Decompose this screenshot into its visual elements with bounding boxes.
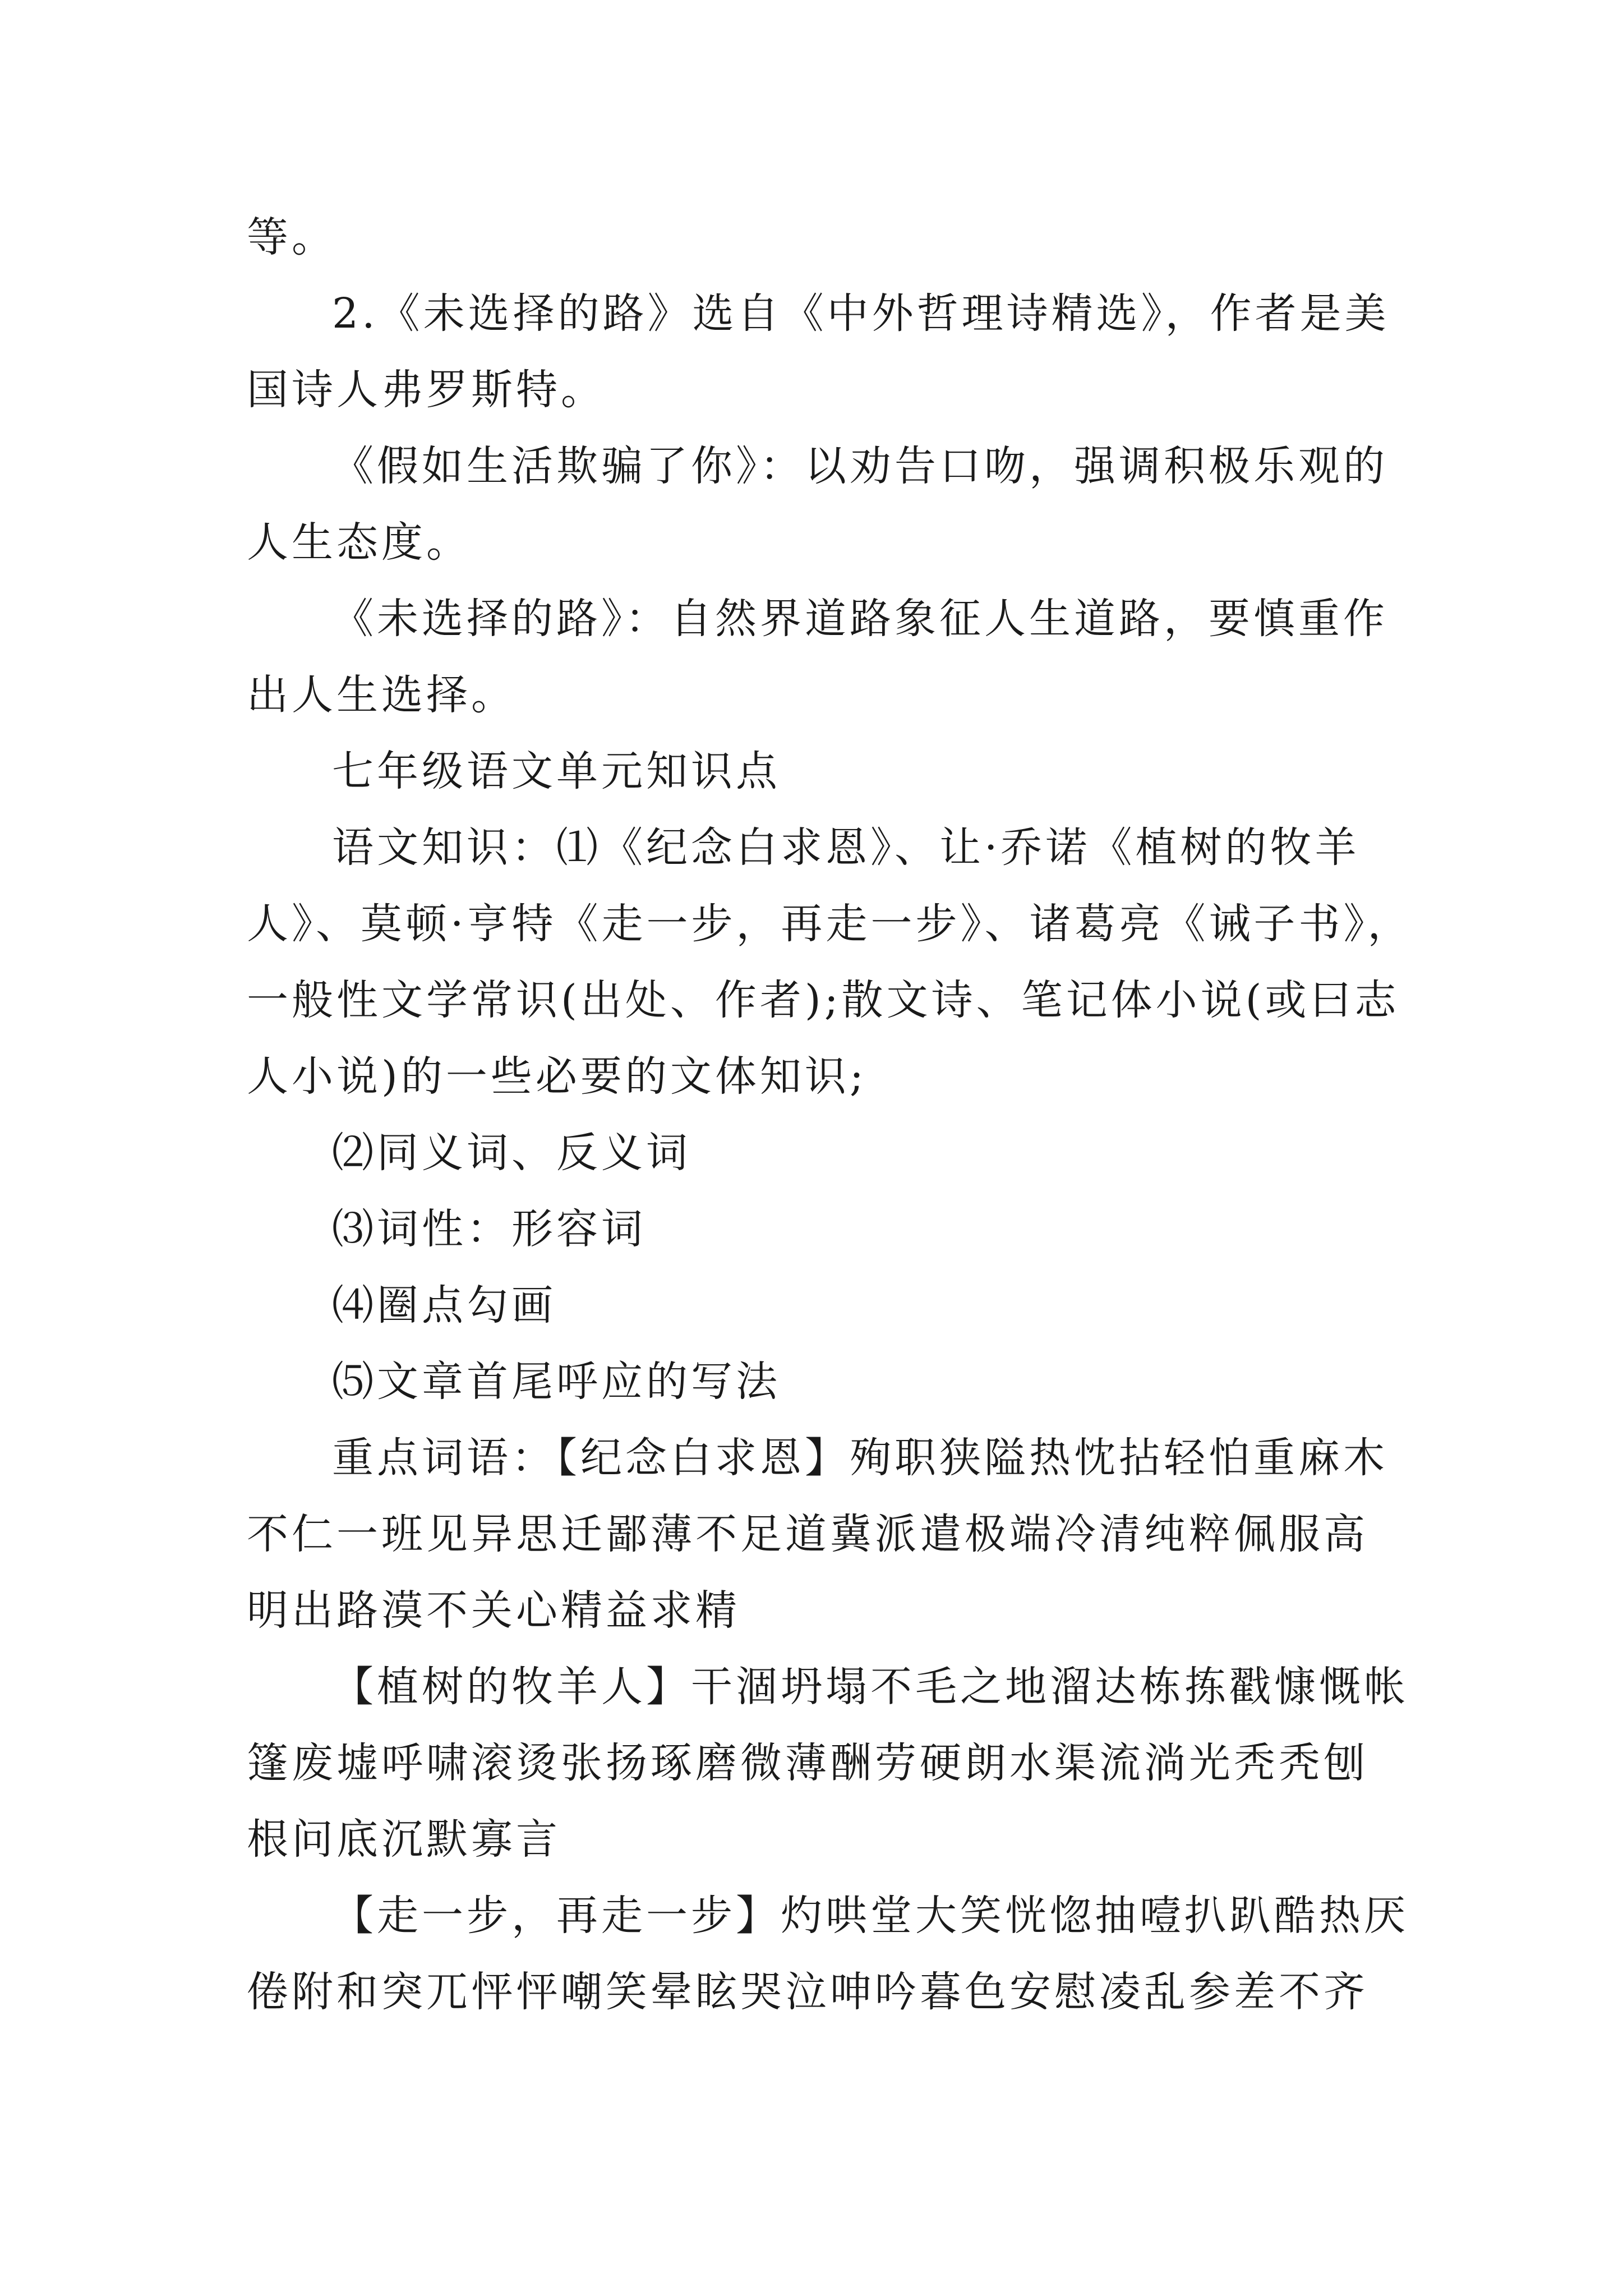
list-item-synonyms (247, 1115, 1391, 1191)
paragraph-if-life-deceives-you (247, 428, 1391, 581)
text-line: 出人生选择。 (247, 671, 516, 719)
text-line: 篷废墟呼啸滚烫张扬琢磨微薄酬劳硬朗水渠流淌光秃秃刨 (247, 1739, 1368, 1787)
text-line: 一般性文学常识(出处、作者);散文诗、笔记体小说(或曰志 (247, 976, 1400, 1024)
text-line: ⑶词性：形容词 (332, 1205, 646, 1253)
text-line: 根问底沉默寡言 (247, 1815, 561, 1864)
text-line: 语文知识：⑴《纪念白求恩》、让·乔诺《植树的牧羊 (332, 823, 1360, 872)
text-line: 国诗人弗罗斯特。 (247, 366, 606, 414)
text-line: 倦附和突兀怦怦嘲笑晕眩哭泣呻吟暮色安慰凌乱参差不齐 (247, 1968, 1368, 2016)
paragraph-key-words-one-step (247, 1878, 1409, 2030)
paragraph-road-not-taken-theme (247, 581, 1391, 733)
text-line: 等。 (247, 213, 336, 261)
text-line: ⑷圈点勾画 (332, 1281, 556, 1329)
section-heading (247, 733, 1391, 809)
paragraph-key-words-shepherd (247, 1649, 1409, 1878)
text-line: 人生态度。 (247, 518, 471, 567)
paragraph-road-not-taken-source (247, 275, 1391, 428)
text-line: 《假如生活欺骗了你》：以劝告口吻，强调积极乐观的 (332, 442, 1388, 490)
list-item-part-of-speech (247, 1191, 1391, 1267)
text-line: 重点词语：【纪念白求恩】殉职狭隘热忱拈轻怕重麻木 (332, 1434, 1388, 1482)
text-line: 不仁一班见异思迁鄙薄不足道冀派遣极端冷清纯粹佩服高 (247, 1510, 1368, 1558)
text-line: 人》、莫顿·亨特《走一步，再走一步》、诸葛亮《诫子书》， (247, 900, 1413, 948)
paragraph-continuation (247, 199, 1391, 275)
text-line: 人小说)的一些必要的文体知识; (247, 1052, 867, 1101)
text-line: 七年级语文单元知识点 (332, 747, 781, 795)
document-body (247, 199, 1413, 2030)
text-line: 明出路漠不关心精益求精 (247, 1586, 740, 1635)
text-line: 【走一步，再走一步】灼哄堂大笑恍惚抽噎扒趴酷热厌 (332, 1892, 1409, 1940)
list-item-writing-method (247, 1343, 1391, 1420)
text-line: 《未选择的路》：自然界道路象征人生道路，要慎重作 (332, 595, 1388, 643)
text-line: 【植树的牧羊人】干涸坍塌不毛之地溜达栋拣戳慷慨帐 (332, 1663, 1409, 1711)
text-line: ⑵同义词、反义词 (332, 1129, 691, 1177)
list-item-annotation (247, 1267, 1391, 1343)
text-line: 2.《未选择的路》选自《中外哲理诗精选》，作者是美 (332, 289, 1390, 338)
text-line: ⑸文章首尾呼应的写法 (332, 1358, 781, 1406)
paragraph-key-words-bethune (247, 1420, 1391, 1649)
paragraph-language-knowledge (247, 809, 1413, 1115)
